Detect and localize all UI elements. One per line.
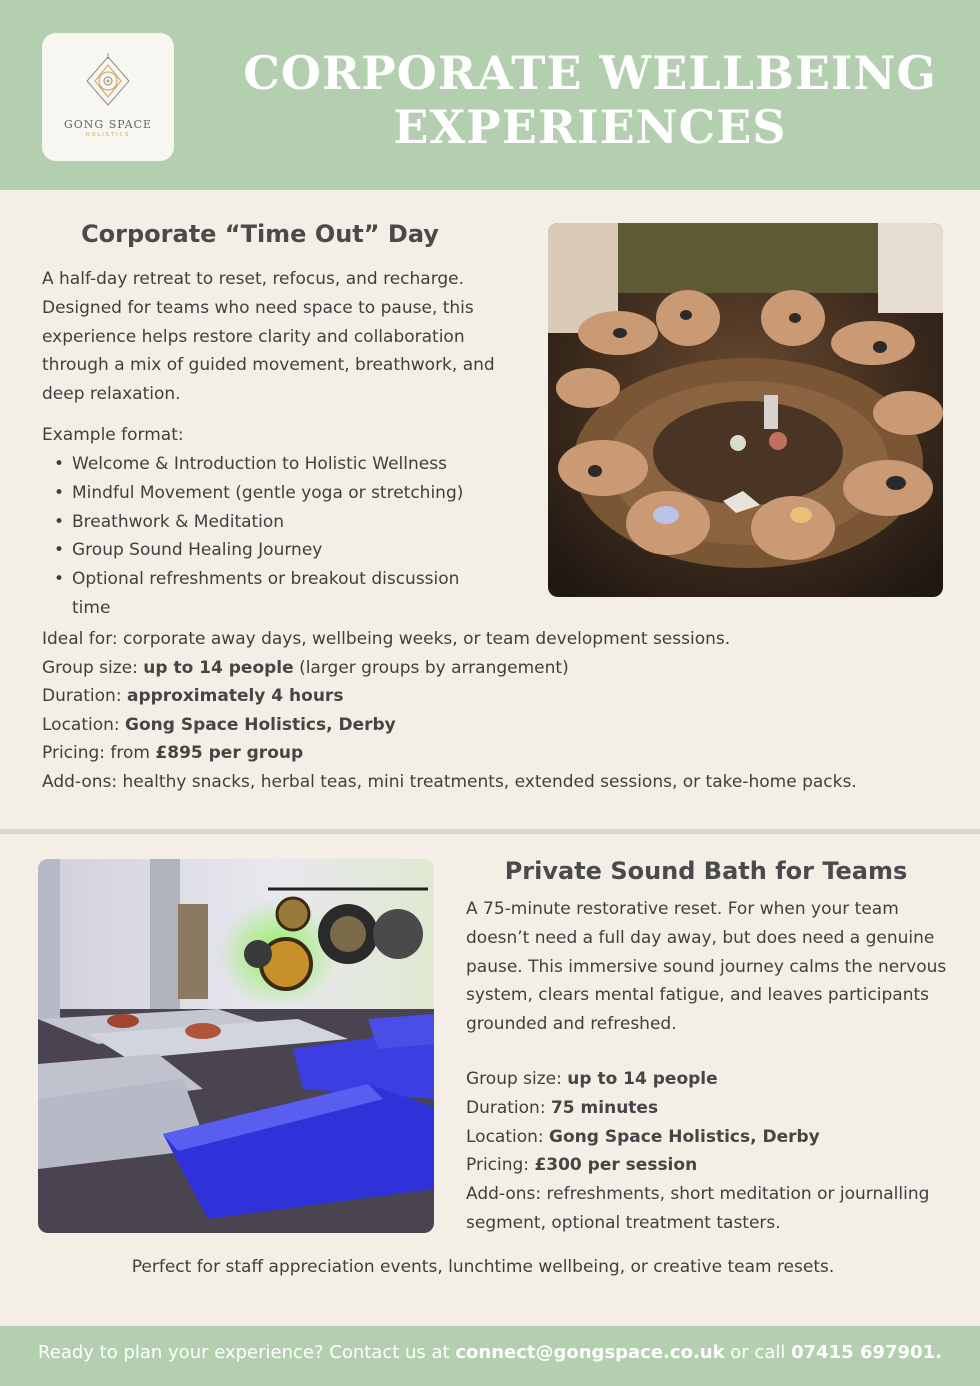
group-size-label: Group size: xyxy=(466,1069,568,1089)
footer-text-before: Ready to plan your experience? Contact us at xyxy=(38,1342,456,1363)
group-size xyxy=(42,654,962,683)
location-label: Location: xyxy=(42,714,126,735)
list-item: • Welcome & Introduction to Holistic Wellness xyxy=(42,450,502,479)
duration-value: 75 minutes xyxy=(550,1097,659,1118)
section1-heading: Corporate “Time Out” Day xyxy=(81,220,439,248)
section2-details xyxy=(466,1065,956,1238)
duration-label: Duration: xyxy=(42,686,127,707)
logo-name: GONG SPACE xyxy=(63,118,153,131)
group-size-value: up to 14 people xyxy=(143,657,294,678)
list-item: • Optional refreshments or breakout discussion time xyxy=(42,565,502,623)
group-size-note: (larger groups by arrangement) xyxy=(293,657,569,678)
perfect-for-text: Perfect for staff appreciation events, lunchtime wellbeing, or creative team resets. xyxy=(131,1257,835,1277)
list-item: • Mindful Movement (gentle yoga or stretching) xyxy=(42,479,502,508)
duration xyxy=(42,682,962,711)
ideal-for: Ideal for: corporate away days, wellbeing weeks, or team development sessions. xyxy=(42,629,731,649)
pricing xyxy=(466,1151,956,1180)
location-value: Gong Space Holistics, Derby xyxy=(549,1126,820,1147)
footer-contact-text xyxy=(0,1342,980,1363)
section2-intro: A 75-minute restorative reset. For when your team doesn’t need a full day away, but does need a genuine pause. This immersive sound journey calms the nervous system, clears mental fatigue, and leaves participants grounded and refreshed. xyxy=(466,899,947,1035)
contact-phone-link[interactable]: 07415 697901. xyxy=(791,1342,942,1363)
logo-emblem-icon xyxy=(83,53,133,115)
format-list xyxy=(42,450,502,623)
footer-text-middle: or call xyxy=(724,1342,792,1363)
group-size-value: up to 14 people xyxy=(567,1069,718,1089)
addons: Add-ons: healthy snacks, herbal teas, mini treatments, extended sessions, or take-home packs. xyxy=(42,771,857,792)
page-title-line1: CORPORATE WELLBEING xyxy=(243,46,937,100)
section1-intro: A half-day retreat to reset, refocus, and recharge. Designed for teams who need space to pause, this experience helps restore clarity and collaboration through a mix of guided movement, breathwork, and deep relaxation. xyxy=(42,269,495,405)
section2-heading: Private Sound Bath for Teams xyxy=(504,857,908,885)
pricing-label: Pricing: xyxy=(466,1155,535,1176)
list-item: • Group Sound Healing Journey xyxy=(42,536,502,565)
contact-email-link[interactable]: connect@gongspace.co.uk xyxy=(455,1342,725,1363)
location-label: Location: xyxy=(466,1126,550,1147)
header-banner xyxy=(0,0,980,190)
group-size xyxy=(466,1065,956,1094)
location xyxy=(42,711,962,740)
location-value: Gong Space Holistics, Derby xyxy=(125,714,396,735)
duration-value: approximately 4 hours xyxy=(126,686,344,707)
crystal-hands-photo xyxy=(548,223,943,597)
logo-subtitle: HOLISTICS xyxy=(85,132,131,138)
page-title-line2: EXPERIENCES xyxy=(393,100,787,154)
duration xyxy=(466,1094,956,1123)
logo[interactable] xyxy=(42,33,174,161)
section1-details xyxy=(42,625,962,797)
sound-bath-room-photo xyxy=(38,859,434,1233)
page-title xyxy=(240,46,940,154)
duration-label: Duration: xyxy=(466,1097,551,1118)
pricing-value: £895 per group xyxy=(155,743,304,764)
pricing-value: £300 per session xyxy=(534,1155,698,1176)
format-label: Example format: xyxy=(42,425,184,445)
footer-banner xyxy=(0,1326,980,1386)
pricing xyxy=(42,739,962,768)
addons: Add-ons: refreshments, short meditation or journalling segment, optional treatment tasters. xyxy=(466,1184,930,1233)
list-item: • Breathwork & Meditation xyxy=(42,508,502,537)
location xyxy=(466,1123,956,1152)
pricing-label: Pricing: from xyxy=(42,743,156,764)
section-divider xyxy=(0,829,980,834)
group-size-label: Group size: xyxy=(42,657,144,678)
